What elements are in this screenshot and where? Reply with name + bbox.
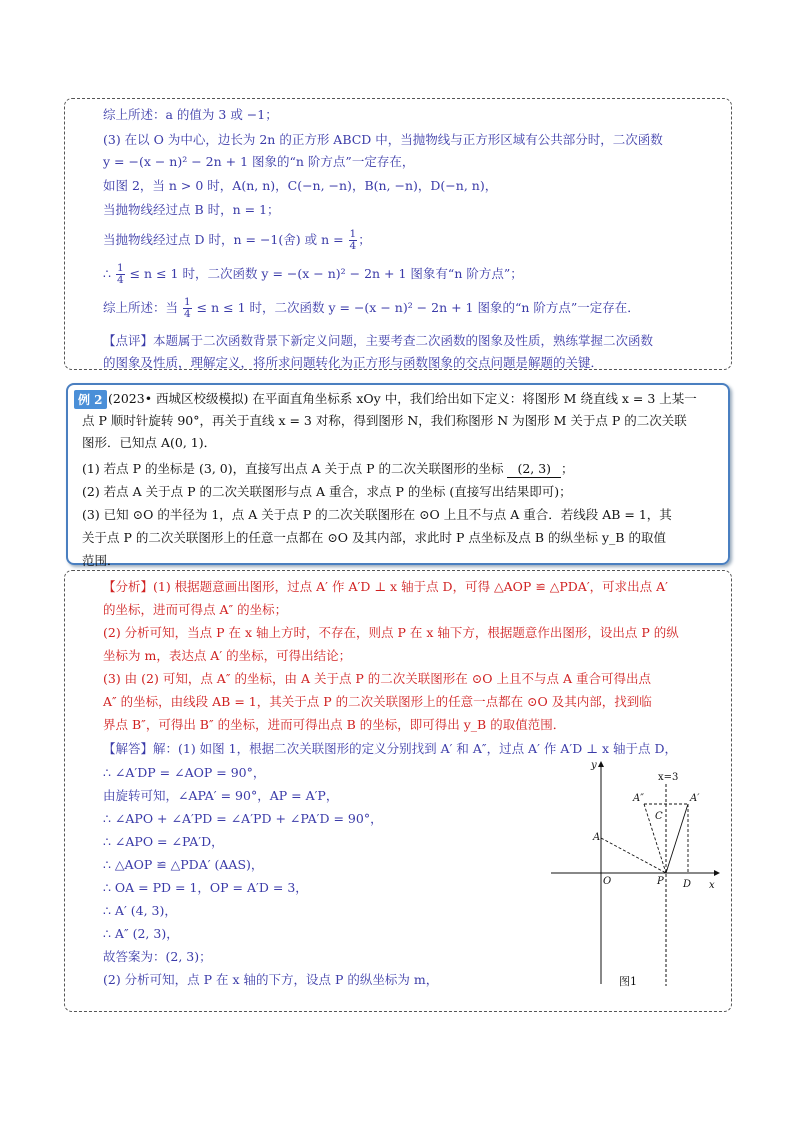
example-badge: 例 2 (74, 390, 107, 409)
label-C: C (655, 811, 663, 822)
solution-step: ∴ ∠APO = ∠PA′D， (103, 834, 224, 849)
label-P: P (657, 876, 664, 887)
text-line-fraction: ∴ $\frac{1}{4}$ ≤ n ≤ 1 时，二次函数 y = −(x − n)² − 2n + 1 图象有“n 阶方点”； (103, 262, 523, 286)
text-line: 综上所述：a 的值为 3 或 −1； (103, 107, 278, 122)
label-A: A (593, 832, 601, 843)
text-line: (3) 在以 O 为中心，边长为 2n 的正方形 ABCD 中，当抛物线与正方形区域有公共部分时，二次函数 (103, 132, 663, 147)
question-2: (2) 若点 A 关于点 P 的二次关联图形与点 A 重合，求点 P 的坐标 (直接写出结果即可)； (82, 484, 572, 499)
question-3: 关于点 P 的二次关联图形上的任意一点都在 ⊙O 及其内部，求此时 P 点坐标及点 B 的纵坐标 y_B 的取值 (82, 530, 666, 545)
figure-caption: 图1 (619, 975, 637, 988)
segment-P-A1 (666, 804, 688, 873)
question-3: 范围． (82, 553, 120, 568)
fraction: $\frac{1}{4}$ (349, 228, 357, 252)
solution-step: ∴ △AOP ≌ △PDA′ (AAS)， (103, 857, 264, 872)
solution-step: 故答案为：(2, 3)； (103, 949, 212, 964)
analysis-line: (2) 分析可知，当点 P 在 x 轴上方时，不存在，则点 P 在 x 轴下方，根据题意作出图形，设出点 P 的纵 (103, 625, 679, 640)
label-x: x (709, 880, 715, 891)
label-A1: A′ (690, 793, 700, 804)
analysis-line: 界点 B″，可得出 B″ 的坐标，进而可得出点 B 的坐标，即可得出 y_B 的取值范围． (103, 717, 566, 732)
analysis-line: (3) 由 (2) 可知，点 A″ 的坐标，由 A 关于点 P 的二次关联图形在 ⊙O 上且不与点 A 重合可得出点 (103, 671, 651, 686)
solution-step: (2) 分析可知，点 P 在 x 轴的下方，设点 P 的纵坐标为 m， (103, 972, 439, 987)
comment-line: 的图象及性质，理解定义，将所求问题转化为正方形与函数图象的交点问题是解题的关键． (103, 355, 604, 370)
analysis-line: 【分析】(1) 根据题意画出图形，过点 A′ 作 A′D ⊥ x 轴于点 D，可得 △AOP ≌ △PDA′，可求出点 A′ (103, 579, 669, 594)
fraction: $\frac{1}{4}$ (116, 262, 124, 286)
question-1: (1) 若点 P 的坐标是 (3, 0)，直接写出点 A 关于点 P 的二次关联图形的坐标 (2, 3) ； (82, 461, 574, 476)
example-line: (2023• 西城区校级模拟) 在平面直角坐标系 xOy 中，我们给出如下定义：将图形 M 绕直线 x = 3 上某一 (108, 391, 697, 406)
solution-box (64, 570, 732, 1012)
label-A2: A″ (633, 793, 644, 804)
solution-step: 由旋转可知，∠APA′ = 90°，AP = A′P， (103, 788, 339, 803)
text-line: 当抛物线经过点 B 时，n = 1； (103, 202, 280, 217)
label-x3: x=3 (658, 772, 679, 783)
answer-blank: (2, 3) (507, 461, 561, 478)
example-line: 点 P 顺时针旋转 90°，再关于直线 x = 3 对称，得到图形 N，我们称图形 N 为图形 M 关于点 P 的二次关联 (82, 413, 687, 428)
question-3: (3) 已知 ⊙O 的半径为 1，点 A 关于点 P 的二次关联图形在 ⊙O 上且不与点 A 重合．若线段 AB = 1，其 (82, 507, 672, 522)
example-box (66, 383, 730, 568)
analysis-line: 坐标为 m，表达点 A′ 的坐标，可得出结论； (103, 648, 352, 663)
label-O: O (603, 876, 612, 887)
text-line: 如图 2，当 n > 0 时，A(n, n)，C(−n, −n)，B(n, −n)，D(−n, n)， (103, 178, 498, 193)
answer-line: 【解答】解：(1) 如图 1，根据二次关联图形的定义分别找到 A′ 和 A″，过点 A′ 作 A′D ⊥ x 轴于点 D， (103, 741, 677, 756)
label-y: y (591, 760, 597, 771)
solution-step: ∴ OA = PD = 1，OP = A′D = 3， (103, 880, 308, 895)
solution-step: ∴ ∠APO + ∠A′PD = ∠A′PD + ∠PA′D = 90°， (103, 811, 383, 826)
text-line-fraction: 当抛物线经过点 D 时，n = −1(舍) 或 n = $\frac{1}{4}$ ； (103, 228, 371, 252)
text-line: y = −(x − n)² − 2n + 1 图象的“n 阶方点”一定存在， (103, 154, 415, 169)
analysis-line: 的坐标，进而可得点 A″ 的坐标； (103, 602, 288, 617)
previous-solution-box (64, 98, 732, 370)
comment-line: 【点评】本题属于二次函数背景下新定义问题，主要考查二次函数的图象及性质，熟练掌握二次函数 (103, 333, 654, 348)
figure-1 (547, 756, 727, 992)
text-line-fraction: 综上所述：当 $\frac{1}{4}$ ≤ n ≤ 1 时，二次函数 y = −(x − n)² − 2n + 1 图象的“n 阶方点”一定存在． (103, 296, 640, 320)
solution-step: ∴ ∠A′DP = ∠AOP = 90°， (103, 765, 266, 780)
solution-step: ∴ A′ (4, 3)， (103, 903, 177, 918)
solution-step: ∴ A″ (2, 3)， (103, 926, 179, 941)
label-D: D (683, 879, 692, 890)
fraction: $\frac{1}{4}$ (183, 296, 191, 320)
analysis-line: A″ 的坐标，由线段 AB = 1，其关于点 P 的二次关联图形上的任意一点都在 ⊙O 及其内部，找到临 (103, 694, 652, 709)
example-line: 图形．已知点 A(0, 1)． (82, 435, 217, 450)
